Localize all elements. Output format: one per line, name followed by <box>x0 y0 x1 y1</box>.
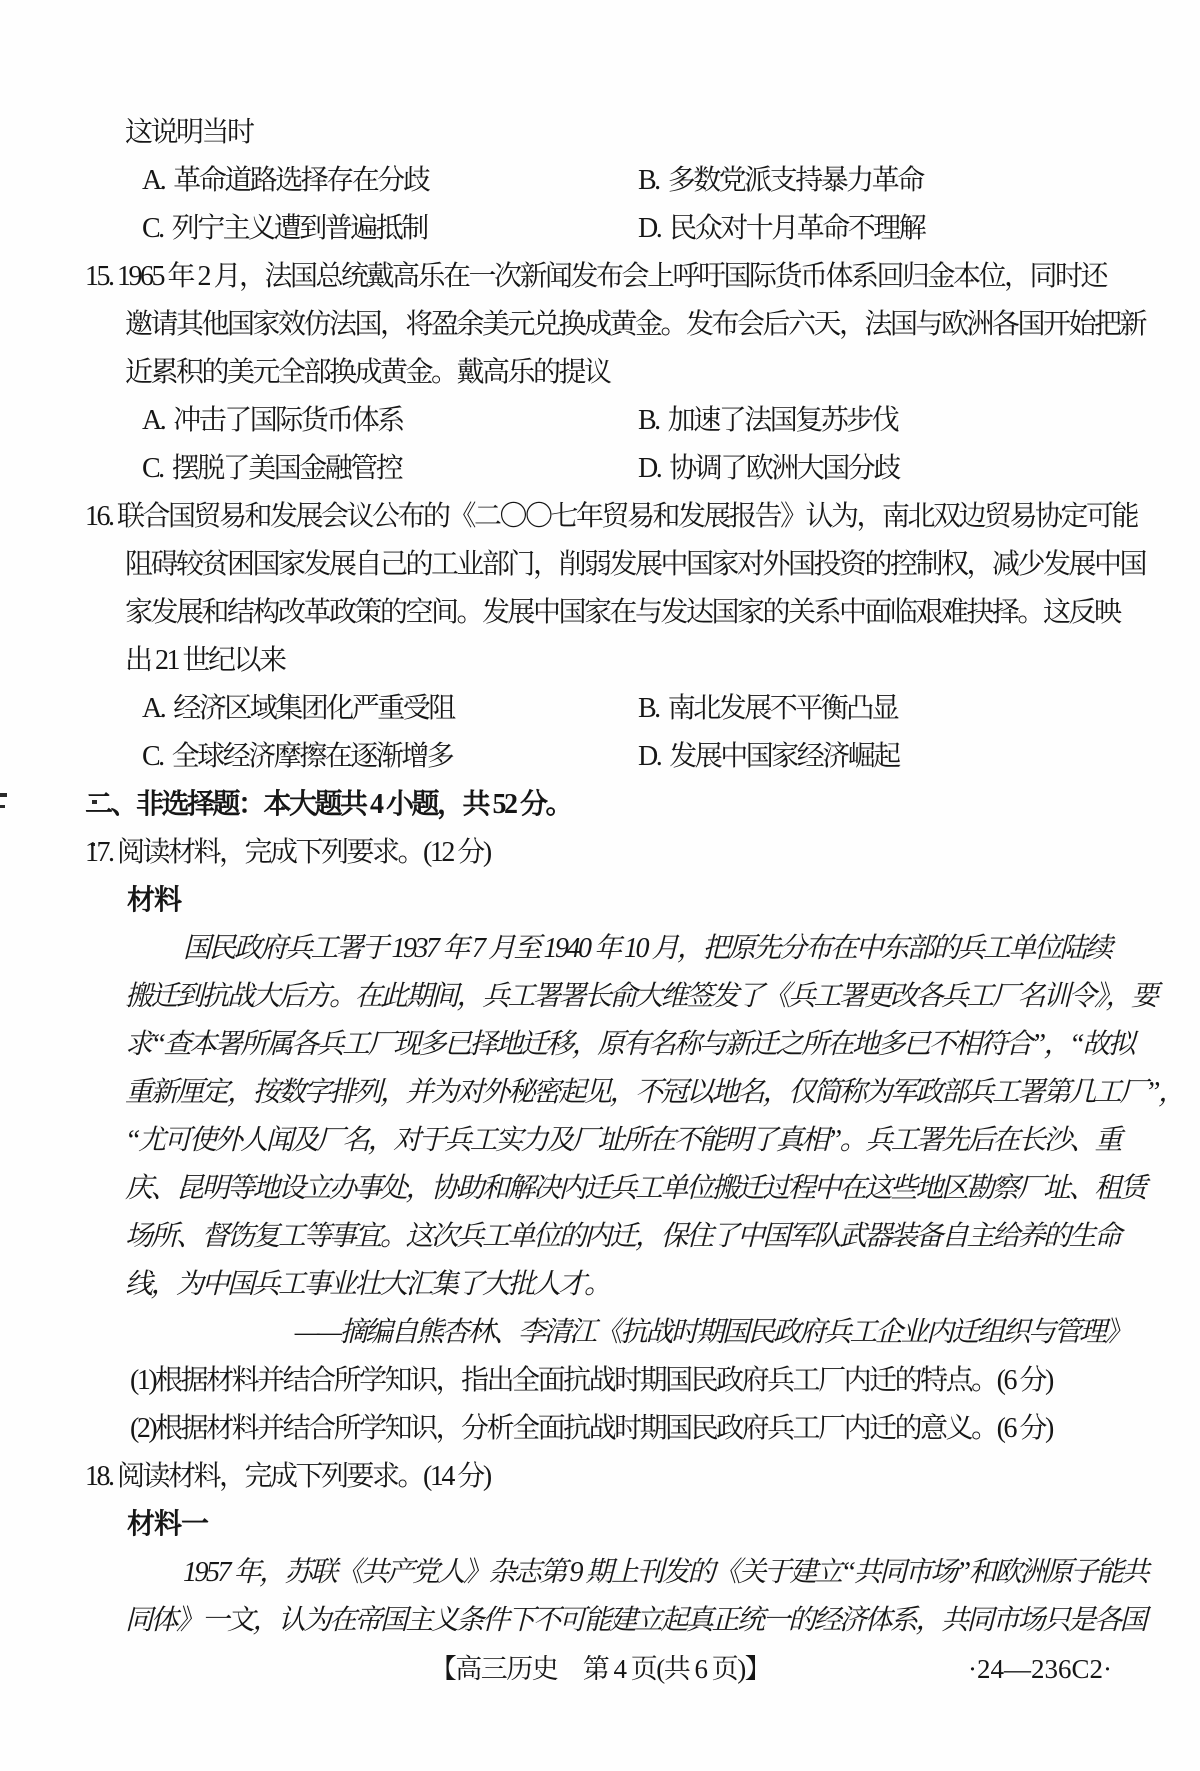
footer-paper-code: ·24—236C2· <box>968 1654 1112 1684</box>
page-content <box>0 109 1200 1693</box>
option-text: 经济区域集团化严重受阻 <box>173 693 454 724</box>
q18-material-line-1: 1957 年，苏联《共产党人》杂志第 9 期上刊发的《关于建立“共同市场”和欧洲原子能共 <box>183 1557 1148 1588</box>
q16-option-d <box>638 741 899 772</box>
option-text: 南北发展不平衡凸显 <box>667 693 898 724</box>
footer-page-indicator: 【高三历史 第 4 页(共 6 页)】 <box>429 1654 771 1684</box>
option-text: 摆脱了美国金融管控 <box>171 453 402 484</box>
q16-option-a <box>142 685 638 733</box>
q15-option-c <box>142 445 638 493</box>
q15-options-row-1 <box>0 397 1200 445</box>
option-text: 加速了法国复苏步伐 <box>667 405 898 436</box>
option-label: A. <box>142 165 165 196</box>
q14-options-row-1 <box>0 157 1200 205</box>
q17-subquestion-1: (1)根据材料并结合所学知识，指出全面抗战时期国民政府兵工厂内迁的特点。(6 分) <box>130 1365 1052 1396</box>
q15-option-b <box>638 405 897 436</box>
option-text: 多数党派支持暴力革命 <box>667 165 923 196</box>
q16-options-row-1 <box>0 685 1200 733</box>
q14-option-b <box>638 165 923 196</box>
q15-stem-line-3: 近累积的美元全部换成黄金。戴高乐的提议 <box>125 357 610 388</box>
option-text: 全球经济摩擦在逐渐增多 <box>171 741 453 772</box>
q14-option-d <box>638 213 924 244</box>
q16-option-c <box>142 733 638 781</box>
q17-material-line-5: “尤可使外人闻及厂名，对于兵工实力及厂址所在不能明了真相”。兵工署先后在长沙、重 <box>125 1125 1121 1156</box>
option-label: D. <box>638 453 661 484</box>
q17-material-line-6: 庆、昆明等地设立办事处，协助和解决内迁兵工单位搬迁过程中在这些地区勘察厂址、租赁 <box>125 1173 1146 1204</box>
q14-option-c <box>142 205 638 253</box>
option-text: 革命道路选择存在分歧 <box>173 165 429 196</box>
q16-stem-line-4: 出 21 世纪以来 <box>125 645 285 676</box>
q17-subquestion-2: (2)根据材料并结合所学知识，分析全面抗战时期国民政府兵工厂内迁的意义。(6 分) <box>130 1413 1052 1444</box>
option-text: 民众对十月革命不理解 <box>669 213 925 244</box>
option-label: D. <box>638 213 661 244</box>
option-text: 列宁主义遭到普遍抵制 <box>171 213 427 244</box>
q16-stem-line-3: 家发展和结构改革政策的空间。发展中国家在与发达国家的关系中面临艰难抉择。这反映 <box>125 597 1120 628</box>
q17-material-line-4: 重新厘定，按数字排列，并为对外秘密起见，不冠以地名，仅简称为军政部兵工署第几工厂”， <box>125 1077 1184 1108</box>
q14-stem-tail: 这说明当时 <box>125 117 253 148</box>
option-label: A. <box>142 405 165 436</box>
q17-material-line-8: 线，为中国兵工事业壮大汇集了大批人才。 <box>125 1269 610 1300</box>
option-text: 冲击了国际货币体系 <box>173 405 403 436</box>
option-label: C. <box>142 741 163 772</box>
q16-option-b <box>638 693 897 724</box>
option-label: D. <box>638 741 661 772</box>
q17-intro: 17. 阅读材料，完成下列要求。(12 分) <box>85 837 490 868</box>
option-label: A. <box>142 693 165 724</box>
q15-stem-line-2: 邀请其他国家效仿法国，将盈余美元兑换成黄金。发布会后六天，法国与欧洲各国开始把新 <box>125 309 1146 340</box>
q17-material-label: 材料 <box>127 885 182 916</box>
q18-intro: 18. 阅读材料，完成下列要求。(14 分) <box>85 1461 490 1492</box>
q17-material-line-1: 国民政府兵工署于 1937 年 7 月至 1940 年 10 月，把原先分布在中东部的兵工单位陆续 <box>183 933 1111 964</box>
option-label: C. <box>142 213 163 244</box>
option-label: B. <box>638 165 659 196</box>
option-label: B. <box>638 693 659 724</box>
q17-material-line-3: 求“查本署所属各兵工厂现多已择地迁移，原有名称与新迁之所在地多已不相符合”，“故拟 <box>125 1029 1134 1060</box>
q15-option-a <box>142 397 638 445</box>
q18-material-label: 材料一 <box>127 1509 209 1540</box>
q18-material-line-2: 同体》一文，认为在帝国主义条件下不可能建立起真正统一的经济体系，共同市场只是各国 <box>125 1605 1146 1636</box>
option-text: 发展中国家经济崛起 <box>669 741 899 772</box>
option-label: B. <box>638 405 659 436</box>
q17-material-line-2: 搬迁到抗战大后方。在此期间，兵工署署长俞大维签发了《兵工署更改各兵工厂名训令》，要 <box>125 981 1157 1012</box>
q17-material-source: ——摘编自熊杏林、李清江《抗战时期国民政府兵工企业内迁组织与管理》 <box>294 1317 1130 1348</box>
q16-stem-line-2: 阻碍较贫困国家发展自己的工业部门，削弱发展中国家对外国投资的控制权，减少发展中国 <box>125 549 1146 580</box>
section-2-header: 二、非选择题：本大题共 4 小题，共 52 分。 <box>85 789 572 820</box>
q15-stem-line-1: 15. 1965 年 2 月，法国总统戴高乐在一次新闻发布会上呼吁国际货币体系回归金本位，同时还 <box>85 261 1107 292</box>
option-text: 协调了欧洲大国分歧 <box>669 453 899 484</box>
q16-options-row-2 <box>0 733 1200 781</box>
q14-options-row-2 <box>0 205 1200 253</box>
page-footer <box>0 1645 1200 1693</box>
q14-option-a <box>142 157 638 205</box>
q15-option-d <box>638 453 899 484</box>
q16-stem-line-1: 16. 联合国贸易和发展会议公布的《二〇〇七年贸易和发展报告》认为，南北双边贸易协定可能 <box>85 501 1138 532</box>
q15-options-row-2 <box>0 445 1200 493</box>
q17-material-line-7: 场所、督饬复工等事宜。这次兵工单位的内迁，保住了中国军队武器装备自主给养的生命 <box>125 1221 1120 1252</box>
option-label: C. <box>142 453 163 484</box>
